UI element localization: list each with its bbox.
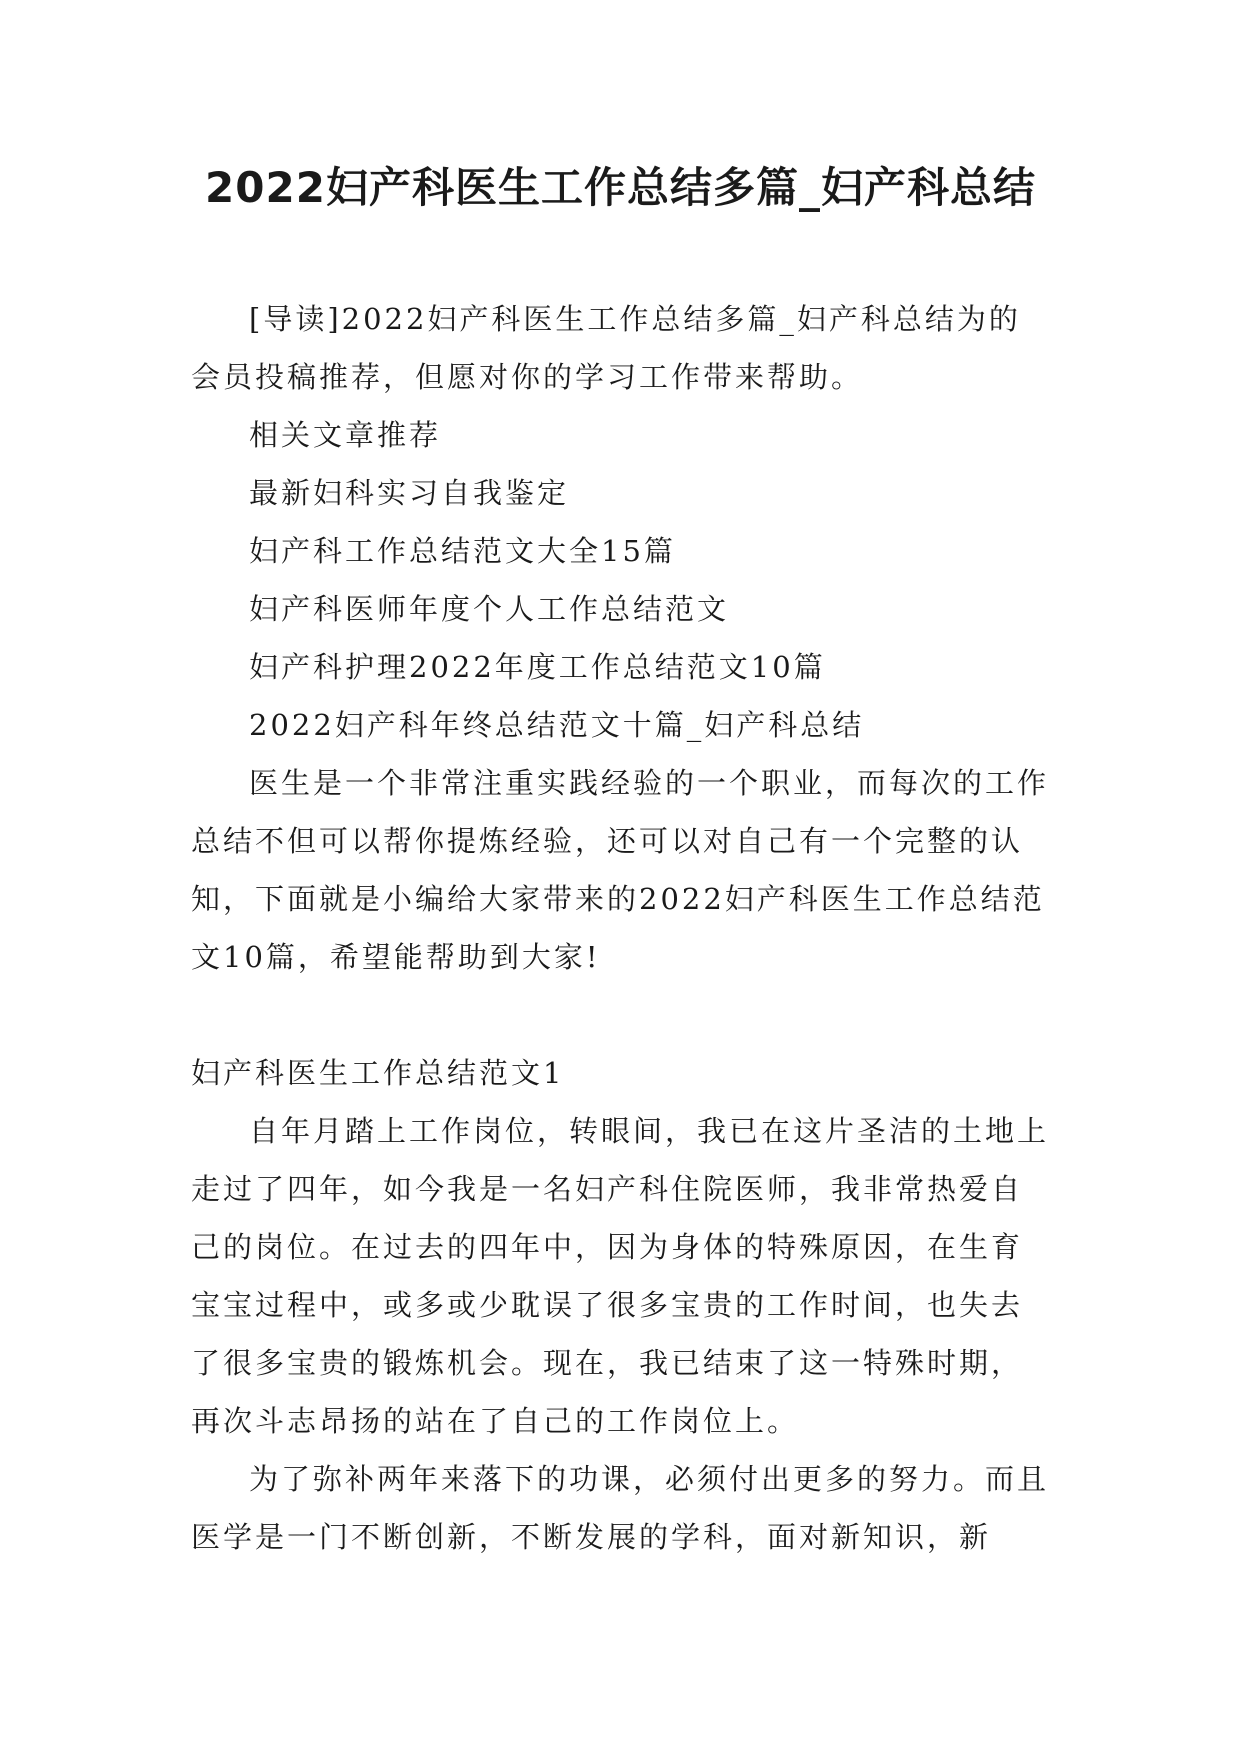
- related-link-1[interactable]: 最新妇科实习自我鉴定: [249, 476, 570, 510]
- intro-paragraph: [导读]2022妇产科医生工作总结多篇_妇产科总结为的会员投稿推荐，但愿对你的学习工作带来帮助。: [191, 302, 1021, 394]
- section-paragraph-1: 自年月踏上工作岗位，转眼间，我已在这片圣洁的土地上走过了四年，如今我是一名妇产科住院医师，我非常热爱自己的岗位。在过去的四年中，因为身体的特殊原因，在生育宝宝过程中，或多或少耽误了很多宝贵的工作时间，也失去了很多宝贵的锻炼机会。现在，我已结束了这一特殊时期，再次斗志昂扬的站在了自己的工作岗位上。: [191, 1114, 1050, 1438]
- document-body: [191, 290, 1051, 1566]
- section-spacer: [191, 986, 1051, 1044]
- section-paragraph-2: 为了弥补两年来落下的功课，必须付出更多的努力。而且医学是一门不断创新，不断发展的学科，面对新知识，新: [191, 1462, 1050, 1554]
- related-link-5[interactable]: 2022妇产科年终总结范文十篇_妇产科总结: [249, 708, 865, 742]
- section-heading: 妇产科医生工作总结范文1: [191, 1056, 565, 1090]
- related-link-4[interactable]: 妇产科护理2022年度工作总结范文10篇: [249, 650, 826, 684]
- related-link-2[interactable]: 妇产科工作总结范文大全15篇: [249, 534, 676, 568]
- document-title: 2022妇产科医生工作总结多篇_妇产科总结: [205, 163, 1036, 212]
- related-articles-heading: 相关文章推荐: [249, 418, 442, 452]
- lead-paragraph: 医生是一个非常注重实践经验的一个职业，而每次的工作总结不但可以帮你提炼经验，还可以对自己有一个完整的认知，下面就是小编给大家带来的2022妇产科医生工作总结范文10篇，希望能帮助到大家!: [191, 766, 1050, 974]
- related-link-3[interactable]: 妇产科医师年度个人工作总结范文: [249, 592, 730, 626]
